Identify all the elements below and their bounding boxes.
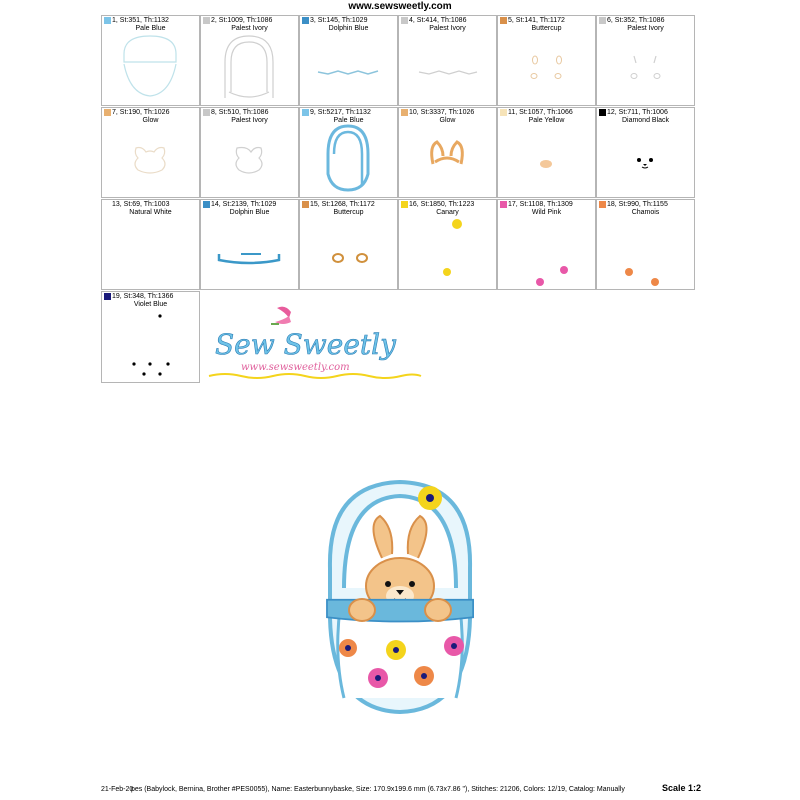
color-swatch: [500, 109, 507, 116]
cell-label: 10, St:3337, Th:1026: [409, 109, 475, 116]
color-chart-grid: [101, 15, 698, 308]
logo-brand-text: Sew Sweetly: [215, 328, 396, 361]
color-swatch: [104, 17, 111, 24]
color-name: Natural White: [129, 209, 172, 216]
cell-label: 18, St:990, Th:1155: [607, 201, 668, 208]
color-cell-6: [596, 15, 695, 106]
orange-flowers-preview: [597, 216, 694, 288]
color-name: Pale Blue: [333, 117, 364, 124]
color-cell-3: [299, 15, 398, 106]
color-swatch: [302, 109, 309, 116]
color-cell-1: [101, 15, 200, 106]
color-cell-5: [497, 15, 596, 106]
cell-label: 13, St:69, Th:1003: [112, 201, 170, 208]
color-name: Wild Pink: [531, 209, 562, 216]
color-swatch: [104, 109, 111, 116]
color-cell-12: [596, 107, 695, 198]
color-cell-10: [398, 107, 497, 198]
color-name: Pale Blue: [135, 25, 166, 32]
color-cell-18: [596, 199, 695, 290]
eyes-nose-preview: [597, 124, 694, 196]
footer-details: pes (Babylock, Bernina, Brother #PES0055), Name: Easterbunnybaske, Size: 170.9x199.6 mm (6.73x7.86 "), Stitches: 21206, Colors: 12/19, Catalog: Manually: [131, 786, 625, 793]
footer-scale: Scale 1:2: [661, 783, 701, 793]
color-swatch: [203, 201, 210, 208]
cell-label: 7, St:190, Th:1026: [112, 109, 170, 116]
color-name: Violet Blue: [133, 301, 168, 308]
color-cell-7: [101, 107, 200, 198]
cell-label: 15, St:1268, Th:1172: [310, 201, 375, 208]
basket-handle-preview: [201, 32, 298, 104]
cell-label: 8, St:510, Th:1086: [211, 109, 269, 116]
cell-label: 3, St:145, Th:1029: [310, 17, 368, 24]
logo-artwork: [205, 300, 425, 385]
color-swatch: [302, 17, 309, 24]
color-swatch: [401, 109, 408, 116]
sew-sweetly-logo: [205, 300, 425, 385]
color-name: Pale Yellow: [528, 117, 565, 124]
ears-outline-preview: [597, 32, 694, 104]
color-swatch: [302, 201, 309, 208]
paws-preview: [300, 216, 397, 288]
color-cell-2: [200, 15, 299, 106]
basket-fill-preview: [300, 124, 397, 196]
color-swatch: [500, 17, 507, 24]
cell-label: 9, St:5217, Th:1132: [310, 109, 371, 116]
color-name: Diamond Black: [621, 117, 670, 124]
color-name: Chamois: [631, 209, 660, 216]
cell-label: 14, St:2139, Th:1029: [211, 201, 277, 208]
cell-label: 16, St:1850, Th:1223: [409, 201, 475, 208]
color-swatch: [599, 109, 606, 116]
color-name: Dolphin Blue: [328, 25, 369, 32]
color-cell-19: [101, 291, 200, 383]
color-swatch: [104, 201, 111, 208]
basket-outline-preview: [102, 32, 199, 104]
color-swatch: [401, 201, 408, 208]
yellow-flowers-preview: [399, 216, 496, 288]
pink-flowers-preview: [498, 216, 595, 288]
color-swatch: [401, 17, 408, 24]
footer-date: 21-Feb-20: [101, 786, 134, 793]
basket-rim-preview: [300, 32, 397, 104]
cell-label: 4, St:414, Th:1086: [409, 17, 467, 24]
color-cell-17: [497, 199, 596, 290]
color-cell-13: [101, 199, 200, 290]
cell-label: 6, St:352, Th:1086: [607, 17, 665, 24]
color-name: Palest Ivory: [627, 25, 664, 32]
color-name: Glow: [439, 117, 456, 124]
color-swatch: [203, 109, 210, 116]
cell-label: 12, St:711, Th:1006: [607, 109, 668, 116]
color-cell-14: [200, 199, 299, 290]
color-name: Palest Ivory: [231, 25, 268, 32]
color-cell-8: [200, 107, 299, 198]
color-cell-11: [497, 107, 596, 198]
bunny-ears-preview: [399, 124, 496, 196]
muzzle-preview: [498, 124, 595, 196]
face-detail-preview: [201, 124, 298, 196]
ears-small-preview: [498, 32, 595, 104]
color-name: Glow: [142, 117, 159, 124]
color-swatch: [599, 201, 606, 208]
cell-label: 1, St:351, Th:1132: [112, 17, 169, 24]
color-name: Palest Ivory: [231, 117, 268, 124]
color-name: Palest Ivory: [429, 25, 466, 32]
logo-url: www.sewsweetly.com: [241, 362, 350, 373]
cell-label: 2, St:1009, Th:1086: [211, 17, 273, 24]
color-name: Buttercup: [333, 209, 364, 216]
easter-bunny-basket-design: [320, 478, 480, 718]
cell-label: 19, St:348, Th:1366: [112, 293, 174, 300]
cell-label: 11, St:1057, Th:1066: [508, 109, 573, 116]
rim-detail-preview: [399, 32, 496, 104]
color-name: Buttercup: [531, 25, 562, 32]
design-artwork: [320, 478, 480, 718]
color-swatch: [104, 293, 111, 300]
color-swatch: [500, 201, 507, 208]
color-cell-4: [398, 15, 497, 106]
bird-icon: [275, 316, 291, 324]
flower-centers-preview: [102, 308, 199, 380]
color-cell-9: [299, 107, 398, 198]
cell-label: 17, St:1108, Th:1309: [508, 201, 573, 208]
color-cell-15: [299, 199, 398, 290]
color-swatch: [203, 17, 210, 24]
color-name: Canary: [436, 209, 459, 216]
face-outline-preview: [102, 124, 199, 196]
site-url: www.sewsweetly.com: [348, 1, 452, 12]
color-cell-16: [398, 199, 497, 290]
color-name: Dolphin Blue: [229, 209, 270, 216]
rim-band-preview: [201, 216, 298, 288]
color-swatch: [599, 17, 606, 24]
cell-label: 5, St:141, Th:1172: [508, 17, 565, 24]
